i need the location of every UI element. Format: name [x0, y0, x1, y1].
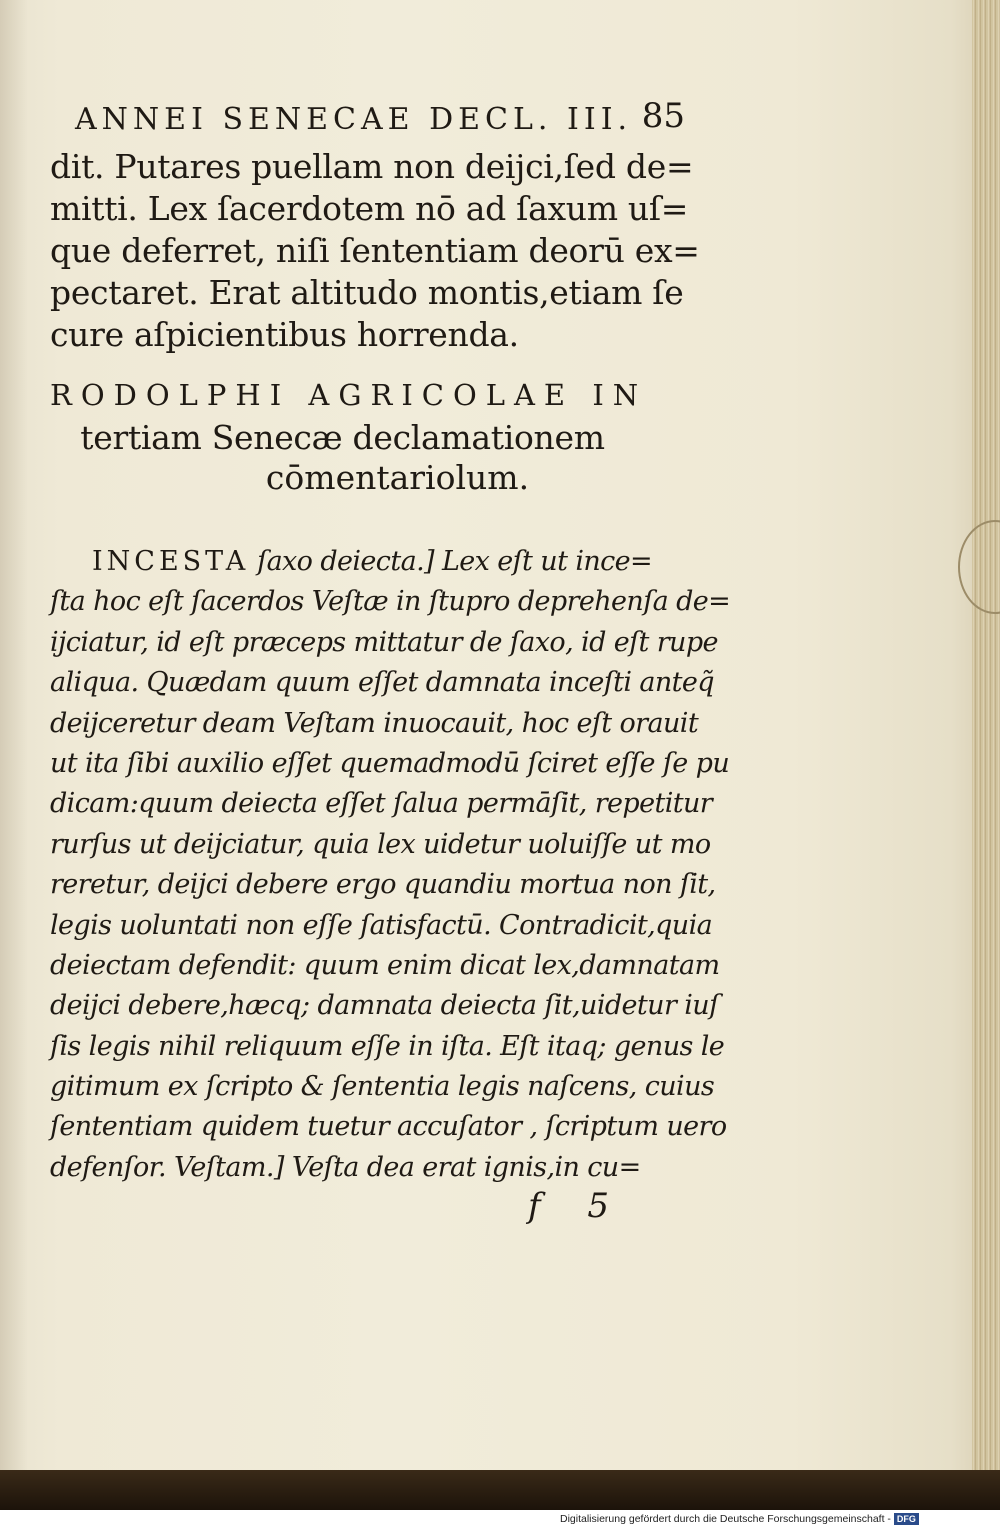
commentary-line: legis uoluntati non eſſe ſatisfactū. Contradicit,quia: [50, 909, 713, 941]
text-line: dit. Putares puellam non deijci,ſed de=: [50, 147, 694, 186]
commentary-line: deiectam defendit: quum enim dicat lex,damnatam: [50, 949, 720, 981]
commentary-line: gitimum ex ſcripto & ſententia legis naſcens, cuius: [50, 1071, 715, 1103]
commentary-line: ſententiam quidem tuetur accuſator , ſcriptum uero: [50, 1111, 727, 1143]
commentary-line: ijciatur, id eſt præceps mittatur de ſaxo, id eſt rupe: [50, 626, 718, 658]
digitization-footer: [560, 1511, 1000, 1527]
running-title: ANNEI SENECAE DECL. III.: [75, 102, 633, 137]
lemma-caps: INCESTA: [92, 546, 250, 577]
page-number: 85: [641, 96, 685, 136]
title-line-3: cōmentariolum.: [265, 458, 530, 497]
commentary-line: dicam:quum deiecta eſſet ſalua permāſit, repetitur: [50, 788, 713, 820]
lemma-rest: ſaxo deiecta.] Lex eſt ut ince=: [249, 546, 653, 577]
text-line: que deferret, niſi ſententiam deorū ex=: [50, 231, 700, 270]
binding-shadow: [0, 1470, 1000, 1510]
declamation-text-block: [50, 146, 700, 356]
text-line: cure aſpicientibus horrenda.: [50, 315, 519, 354]
commentary-line: rurſus ut deijciatur, quia lex uidetur uoluiſſe ut mo: [50, 828, 711, 860]
commentary-line: ſis legis nihil reliquum eſſe in iſta. Eſt itaq; genus le: [50, 1030, 725, 1062]
commentary-line: deijceretur deam Veſtam inuocauit, hoc eſt orauit: [50, 707, 699, 739]
commentary-first-line: [50, 542, 730, 582]
text-line: mitti. Lex ſacerdotem nō ad ſaxum uſ=: [50, 189, 689, 228]
commentary-line: aliqua. Quædam quum eſſet damnata inceſti anteq̃: [50, 667, 714, 699]
title-line-1: RODOLPHI AGRICOLAE IN: [50, 378, 648, 412]
commentary-line: defenſor. Veſtam.] Veſta dea erat ignis,in cu=: [50, 1151, 641, 1183]
commentary-line: ut ita ſibi auxilio eſſet quemadmodū ſciret eſſe ſe pu: [50, 747, 730, 779]
title-line-2: tertiam Senecæ declamationem: [80, 418, 605, 457]
dfg-logo: DFG: [894, 1513, 919, 1525]
signature-mark: f 5: [528, 1186, 628, 1226]
commentary-text-block: [50, 542, 730, 1188]
footer-credit: Digitalisierung gefördert durch die Deutsche Forschungsgemeinschaft -: [560, 1513, 891, 1525]
commentary-title: [50, 378, 648, 498]
commentary-line: ſta hoc eſt ſacerdos Veſtæ in ſtupro deprehenſa de=: [50, 586, 731, 618]
commentary-line: deijci debere,hæcq; damnata deiecta ſit,uidetur iuſ: [50, 990, 719, 1022]
fore-edge-leaves: [972, 0, 1000, 1480]
commentary-line: reretur, deijci debere ergo quandiu mortua non ſit,: [50, 869, 716, 901]
text-line: pectaret. Erat altitudo montis,etiam ſe: [50, 273, 684, 312]
running-header: [75, 96, 685, 137]
